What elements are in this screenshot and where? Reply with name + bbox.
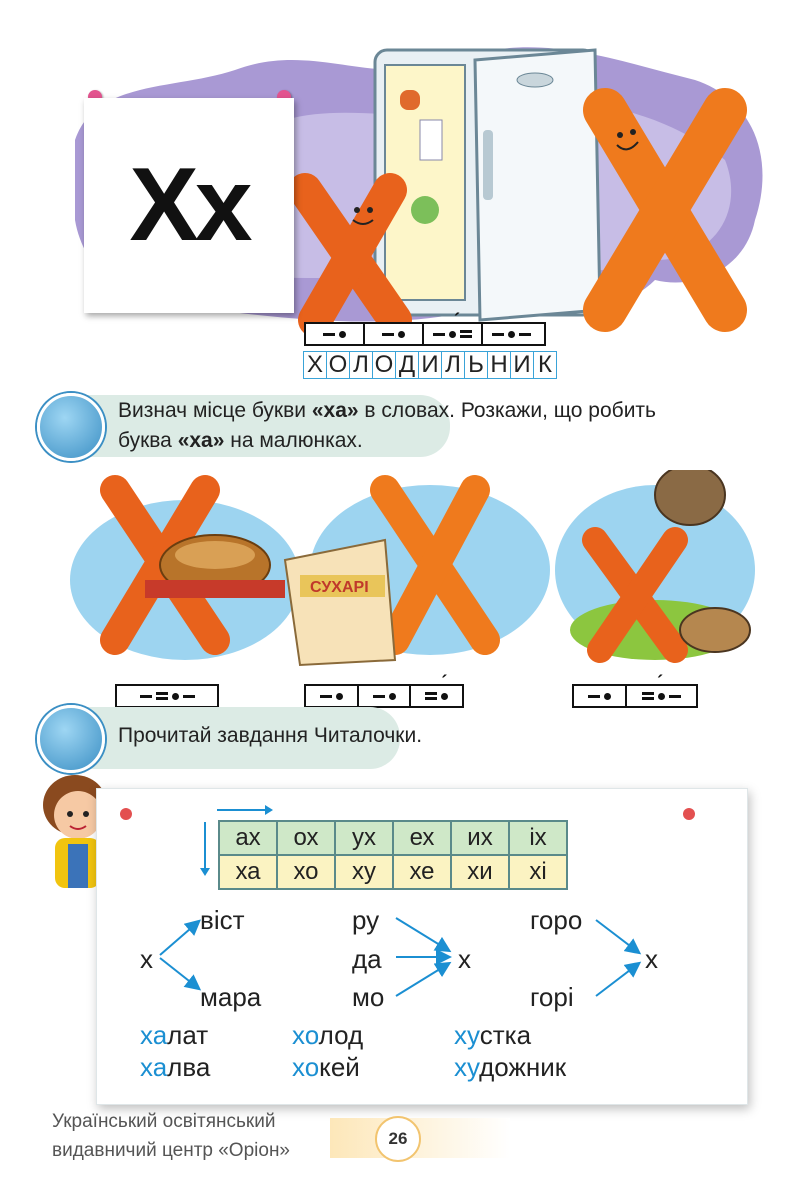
pictures-row	[55, 470, 755, 670]
publisher-line: видавничий центр «Оріон»	[52, 1140, 291, 1161]
task1-bold: «ха»	[311, 399, 359, 422]
letter-card-text: Хх	[129, 147, 249, 263]
letter-cell: О	[326, 351, 350, 379]
task1-bold: «ха»	[177, 429, 225, 452]
letter-cell: Н	[487, 351, 511, 379]
word-part: х	[140, 944, 153, 974]
syllable-cell: ах	[219, 821, 277, 855]
x-with-rusks-box-illustration	[285, 485, 550, 665]
letter-cell: Л	[441, 351, 465, 379]
task1-instruction	[118, 396, 788, 456]
pin-icon	[120, 808, 132, 820]
word-item	[454, 1052, 566, 1083]
fridge-illustration	[375, 50, 600, 320]
letter-cell: И	[510, 351, 534, 379]
word-item	[140, 1052, 210, 1083]
word-part: х	[458, 944, 471, 974]
letter-cell: Х	[303, 351, 327, 379]
letter-cell: Л	[349, 351, 373, 379]
word-highlight: хо	[292, 1052, 320, 1082]
word-item	[140, 1020, 208, 1051]
word-letter-cells	[304, 351, 557, 379]
letter-cell: К	[533, 351, 557, 379]
word-highlight: ху	[454, 1020, 480, 1050]
task1-text: буква	[118, 429, 178, 452]
letter-cell: И	[418, 351, 442, 379]
word-highlight: ха	[140, 1020, 168, 1050]
x-with-walnut-illustration	[555, 470, 755, 660]
word-highlight: хо	[292, 1020, 319, 1050]
syllable-table	[218, 820, 568, 890]
syllable-cell: хи	[451, 855, 509, 889]
page-number: 26	[375, 1116, 421, 1162]
syllable-cell: ух	[335, 821, 393, 855]
syllable-cell: ха	[219, 855, 277, 889]
publisher-credit	[52, 1107, 290, 1165]
pin-icon	[683, 808, 695, 820]
word-part: горі	[530, 982, 574, 1012]
syllable-cell: ех	[393, 821, 451, 855]
word-part: х	[645, 944, 658, 974]
word-scheme-2: ´	[304, 684, 464, 708]
word-part: ру	[352, 905, 380, 935]
word-rest: лод	[318, 1020, 364, 1050]
word-highlight: ха	[140, 1052, 168, 1082]
syllable-cell: хо	[277, 855, 335, 889]
rusks-box-label: СУХАРІ	[310, 579, 369, 596]
publisher-line: Український освітянський	[52, 1111, 276, 1132]
x-with-bread-illustration	[70, 490, 300, 660]
word-part: горо	[530, 905, 583, 935]
word-rest: кей	[319, 1052, 360, 1082]
letter-card	[84, 98, 294, 313]
task1-text: Визнач місце букви	[118, 399, 312, 422]
word-rest: лат	[167, 1020, 209, 1050]
word-item	[292, 1020, 363, 1051]
microphone-icon	[37, 393, 105, 461]
syllable-cell: хі	[509, 855, 567, 889]
word-part: да	[352, 944, 382, 974]
letter-cell: Д	[395, 351, 419, 379]
word-scheme-fridge: ´	[304, 322, 546, 346]
letter-cell: О	[372, 351, 396, 379]
word-highlight: ху	[454, 1052, 480, 1082]
syllable-cell: ох	[277, 821, 335, 855]
word-item	[292, 1052, 360, 1083]
syllable-cell: ху	[335, 855, 393, 889]
microphone-icon	[37, 705, 105, 773]
word-scheme-3: ´	[572, 684, 698, 708]
syllable-cell: іх	[509, 821, 567, 855]
word-rest: лва	[167, 1052, 211, 1082]
word-rest: дожник	[479, 1052, 567, 1082]
word-item	[454, 1020, 531, 1051]
word-part: мо	[352, 982, 385, 1012]
word-scheme-1	[115, 684, 219, 708]
syllable-cell: их	[451, 821, 509, 855]
word-part: мара	[200, 982, 262, 1012]
word-part: віст	[200, 905, 245, 935]
letter-cell: Ь	[464, 351, 488, 379]
word-building-arrows	[150, 900, 670, 1010]
task1-text: на малюнках.	[224, 429, 363, 452]
syllable-cell: хе	[393, 855, 451, 889]
word-rest: стка	[479, 1020, 532, 1050]
task1-text: в словах. Розкажи, що робить	[358, 399, 656, 422]
task2-instruction: Прочитай завдання Читалочки.	[118, 724, 423, 747]
